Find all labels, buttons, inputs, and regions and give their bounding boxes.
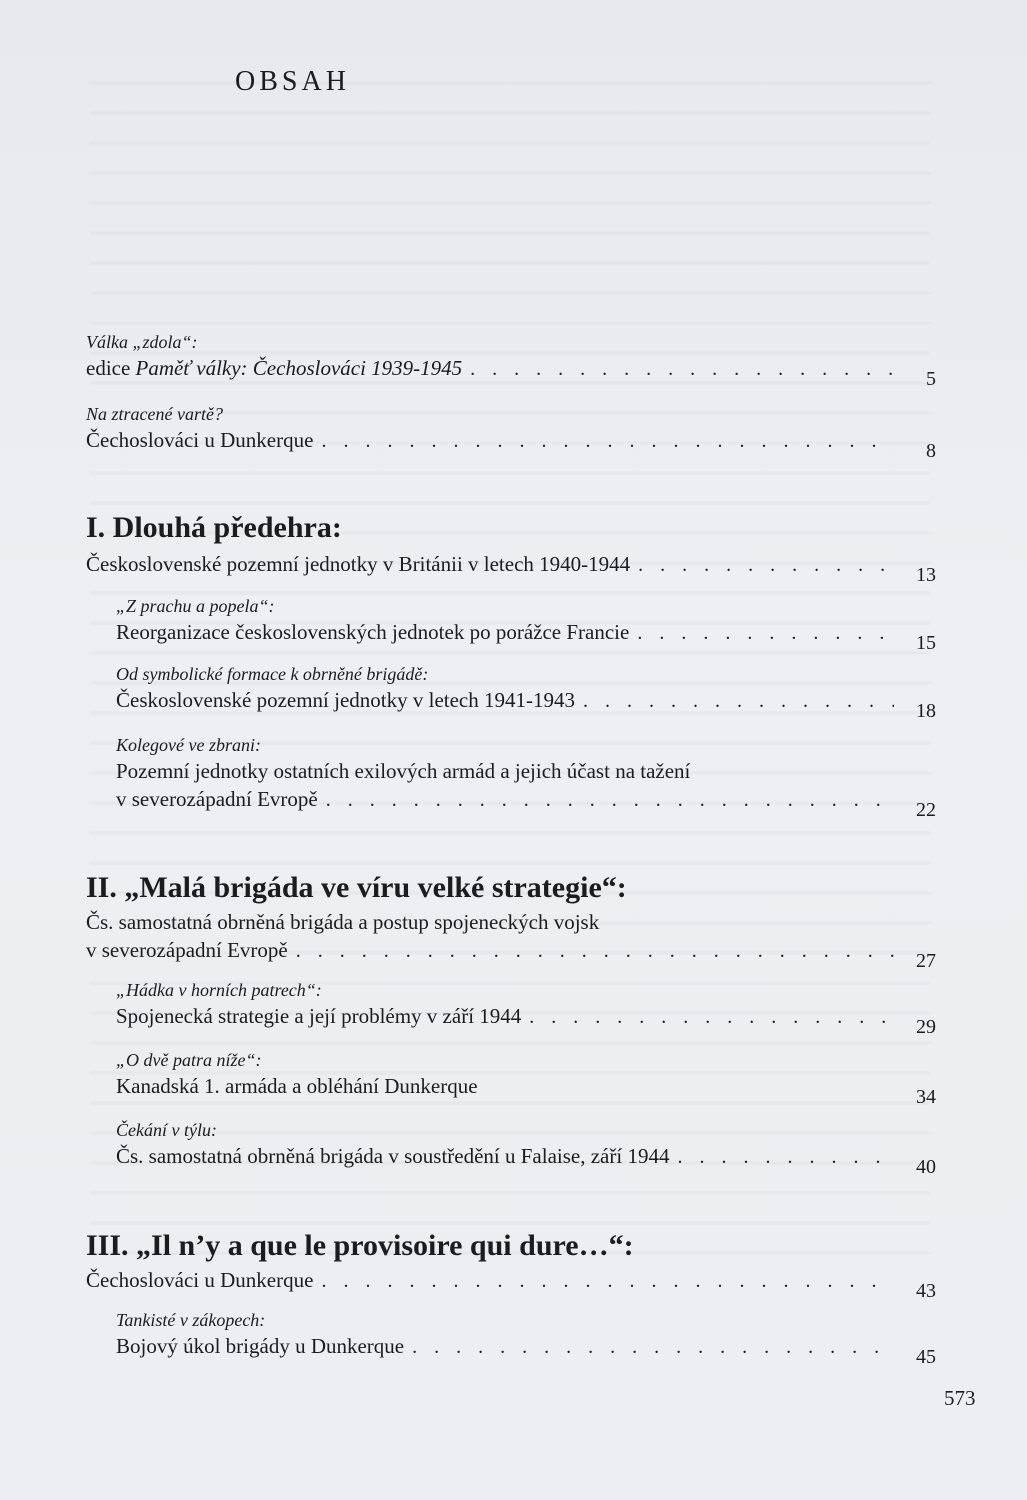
entry-label: Čekání v týlu: (116, 1120, 217, 1140)
section-heading: I. Dlouhá předehra: (86, 511, 342, 544)
toc-entry (86, 330, 936, 390)
entry-title-line: Pozemní jednotky ostatních exilových armád a jejich účast na tažení (116, 759, 691, 783)
page-ref: 22 (916, 799, 936, 821)
dot-leader (296, 937, 894, 965)
entry-label: Na ztracené vartě? (86, 404, 223, 424)
section-subtitle (86, 1266, 936, 1302)
entry-line (86, 1266, 936, 1302)
page-title: OBSAH (235, 66, 350, 97)
entry-label: Kolegové ve zbrani: (116, 735, 261, 755)
section-subtitle (86, 550, 936, 586)
page-number: 573 (944, 1386, 976, 1410)
toc-entry (116, 1308, 936, 1368)
entry-title: Československé pozemní jednotky v Británii v letech 1940-1944 (86, 552, 631, 576)
entry-label: „Z prachu a popela“: (116, 596, 275, 616)
dot-leader (326, 786, 894, 814)
entry-prefix: edice (86, 356, 136, 380)
toc-entry (116, 1118, 936, 1178)
dot-leader (583, 687, 894, 715)
entry-title: Čechoslováci u Dunkerque (86, 428, 314, 452)
page-ref: 15 (916, 632, 936, 654)
dot-leader (321, 1267, 894, 1295)
entry-label: Válka „zdola“: (86, 332, 198, 352)
dot-leader (677, 1143, 894, 1171)
entry-label: „O dvě patra níže“: (116, 1050, 262, 1070)
entry-line (116, 785, 936, 821)
entry-line (116, 1332, 936, 1368)
toc-entry (116, 662, 936, 722)
page-ref: 8 (926, 440, 936, 462)
entry-title: Čs. samostatná obrněná brigáda v soustředění u Falaise, září 1944 (116, 1144, 670, 1168)
entry-line (86, 354, 936, 390)
entry-line (116, 1072, 936, 1108)
page-ref: 5 (926, 368, 936, 390)
dot-leader (321, 427, 894, 455)
entry-title-italic: Paměť války: Čechoslováci 1939-1945 (135, 356, 463, 380)
entry-title: v severozápadní Evropě (116, 787, 318, 811)
entry-title: Bojový úkol brigády u Dunkerque (116, 1334, 405, 1358)
entry-label: Tankisté v zákopech: (116, 1310, 266, 1330)
entry-title-line: Čs. samostatná obrněná brigáda a postup spojeneckých vojsk (86, 910, 600, 934)
page-ref: 18 (916, 700, 936, 722)
entry-title: Československé pozemní jednotky v letech 1941-1943 (116, 688, 575, 712)
page-ref: 34 (916, 1086, 936, 1108)
toc-entry (116, 1048, 936, 1108)
page-ref: 29 (916, 1016, 936, 1038)
entry-title: Reorganizace československých jednotek po porážce Francie (116, 620, 630, 644)
entry-line (116, 686, 936, 722)
dot-leader (638, 551, 894, 579)
entry-line (86, 550, 936, 586)
toc-entry (116, 594, 936, 654)
entry-title (86, 354, 462, 382)
entry-line (86, 426, 936, 462)
dot-leader (412, 1333, 894, 1361)
page-ref: 13 (916, 564, 936, 586)
section-heading: II. „Malá brigáda ve víru velké strategie“: (86, 871, 627, 904)
toc-entry (116, 733, 936, 821)
dot-leader (637, 619, 894, 647)
dot-leader (470, 355, 894, 383)
entry-title: v severozápadní Evropě (86, 938, 288, 962)
page-ref: 45 (916, 1346, 936, 1368)
toc-entry (116, 978, 936, 1038)
page-ref: 40 (916, 1156, 936, 1178)
entry-label: Od symbolické formace k obrněné brigádě: (116, 664, 429, 684)
entry-title: Kanadská 1. armáda a obléhání Dunkerque (116, 1074, 478, 1098)
section-subtitle (86, 908, 936, 972)
page-ref: 43 (916, 1280, 936, 1302)
entry-line (116, 1142, 936, 1178)
entry-label: „Hádka v horních patrech“: (116, 980, 322, 1000)
toc-entry (86, 402, 936, 462)
entry-line (116, 618, 936, 654)
entry-line (86, 936, 936, 972)
page-ref: 27 (916, 950, 936, 972)
entry-title: Čechoslováci u Dunkerque (86, 1268, 314, 1292)
entry-line (116, 1002, 936, 1038)
section-heading: III. „Il n’y a que le provisoire qui dure…“: (86, 1229, 634, 1262)
entry-title: Spojenecká strategie a její problémy v září 1944 (116, 1004, 522, 1028)
dot-leader (529, 1003, 894, 1031)
